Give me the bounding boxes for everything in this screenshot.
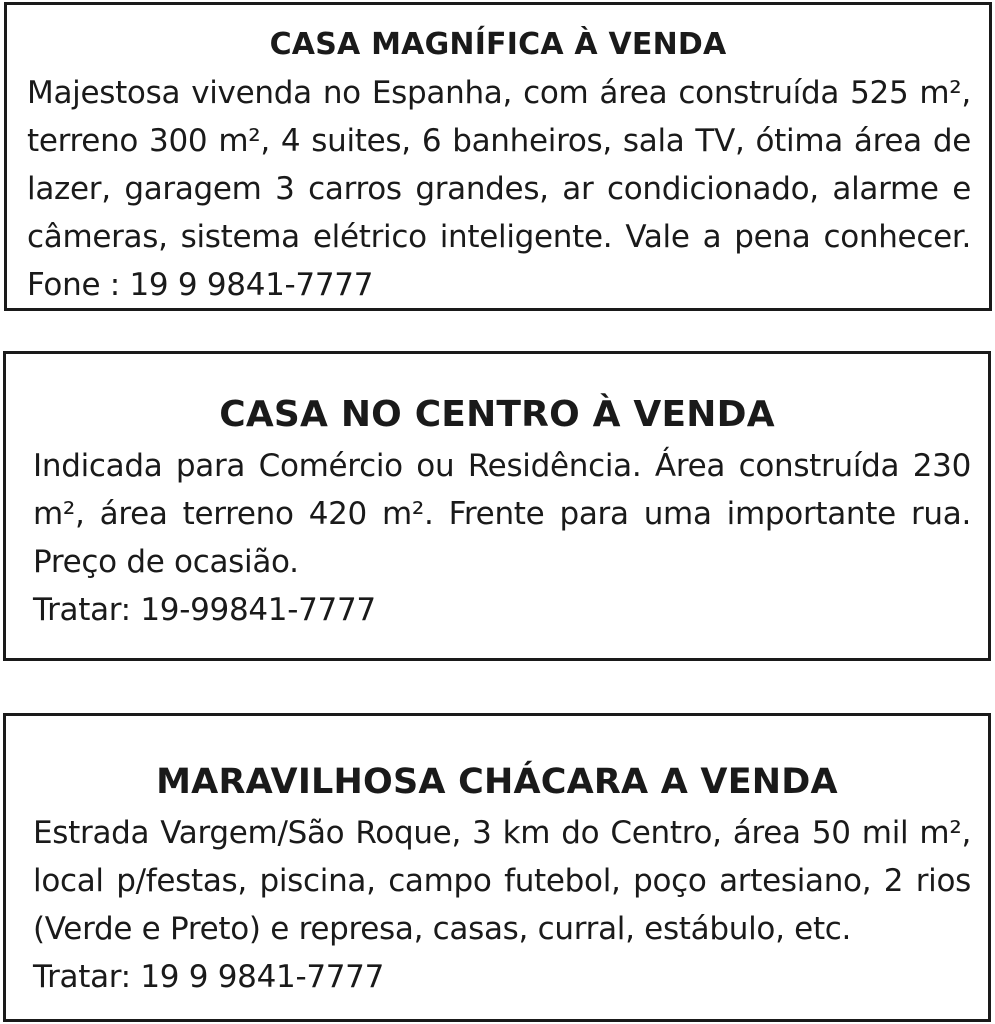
ad-text-line: m², área terreno 420 m². Frente para uma importante rua. <box>33 496 971 532</box>
ad-phone: Tratar: 19-99841-7777 <box>33 592 376 628</box>
ad-text-line: Preço de ocasião. <box>33 544 299 580</box>
ad-text-line: (Verde e Preto) e represa, casas, curral, estábulo, etc. <box>33 911 852 947</box>
ad-text-line: Estrada Vargem/São Roque, 3 km do Centro, área 50 mil m², <box>33 815 971 851</box>
ad-casa-centro <box>3 351 991 661</box>
ad-phone: Tratar: 19 9 9841-7777 <box>33 959 385 995</box>
ad-chacara <box>3 713 991 1022</box>
ad-phone: Fone : 19 9 9841-7777 <box>27 267 374 303</box>
ad-title: CASA NO CENTRO À VENDA <box>219 394 775 435</box>
ad-text-line: Indicada para Comércio ou Residência. Área construída 230 <box>33 448 971 484</box>
ad-text-line: câmeras, sistema elétrico inteligente. Vale a pena conhecer. <box>27 219 971 255</box>
ad-title: MARAVILHOSA CHÁCARA A VENDA <box>156 762 838 802</box>
ad-text-line: local p/festas, piscina, campo futebol, poço artesiano, 2 rios <box>33 863 971 899</box>
ad-text-line: terreno 300 m², 4 suites, 6 banheiros, sala TV, ótima área de <box>27 123 971 159</box>
ad-text-line: lazer, garagem 3 carros grandes, ar condicionado, alarme e <box>27 171 971 207</box>
ad-title: CASA MAGNÍFICA À VENDA <box>269 27 727 62</box>
ad-casa-magnifica <box>4 2 992 311</box>
ad-text-line: Majestosa vivenda no Espanha, com área construída 525 m², <box>27 75 971 111</box>
